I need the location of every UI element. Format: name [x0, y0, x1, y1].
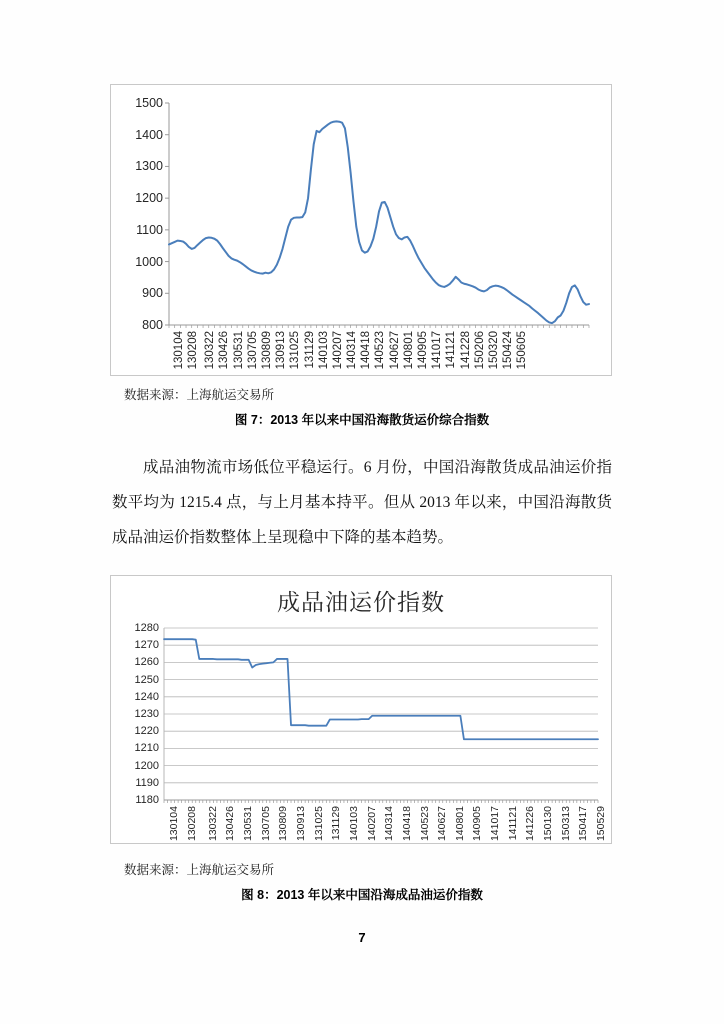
x-tick-label: 130913 [275, 331, 288, 370]
x-tick-label: 140103 [347, 806, 360, 842]
y-tick-label: 1280 [134, 622, 159, 634]
x-tick-label: 141121 [506, 806, 519, 841]
x-tick-label: 131025 [312, 806, 325, 842]
x-tick-label: 130809 [260, 331, 273, 370]
x-tick-label: 140523 [374, 331, 387, 370]
figure8-x-axis-labels [164, 804, 607, 846]
x-tick-label: 130104 [173, 331, 185, 370]
x-tick-label: 140418 [360, 331, 373, 370]
x-tick-label: 150313 [559, 806, 572, 842]
y-tick-label: 1300 [135, 159, 163, 174]
y-tick-label: 1270 [134, 639, 159, 652]
x-tick-label: 130426 [224, 806, 237, 842]
x-tick-label: 141121 [445, 331, 458, 369]
figure8-y-axis-labels [115, 622, 159, 806]
x-tick-label: 140905 [471, 806, 484, 842]
y-tick-label: 1200 [134, 759, 159, 772]
y-tick-label: 1000 [135, 254, 163, 269]
y-tick-label: 1400 [135, 127, 163, 142]
figure8-chart-title: 成品油运价指数 [277, 589, 445, 615]
y-tick-label: 1230 [134, 708, 159, 720]
y-tick-label: 900 [142, 286, 163, 301]
x-tick-label: 150424 [502, 331, 515, 370]
x-tick-label: 141228 [459, 331, 472, 370]
x-tick-label: 140801 [402, 331, 415, 370]
x-tick-label: 140801 [453, 806, 466, 842]
x-tick-label: 140627 [388, 331, 401, 370]
x-tick-label: 141017 [489, 806, 502, 842]
x-tick-label: 141226 [524, 806, 537, 842]
x-tick-label: 130809 [277, 806, 290, 842]
x-tick-label: 150320 [488, 331, 500, 370]
figure8-caption: 图 8：2013 年以来中国沿海成品油运价指数 [241, 888, 483, 902]
figure7-plot-area [169, 103, 589, 325]
body-paragraph: 成品油物流市场低位平稳运行。6 月份，中国沿海散货成品油运价指数平均为 1215.4 点，与上月基本持平。但从 2013 年以来，中国沿海散货成品油运价指数整体上呈现稳中下降的基本趋势。 [112, 459, 612, 546]
figure8-source-note: 数据来源：上海航运交易所 [124, 863, 275, 877]
x-tick-label: 141017 [431, 331, 444, 370]
figure8-chart-container [110, 575, 612, 844]
x-tick-label: 130104 [168, 806, 180, 842]
figure7-source-note: 数据来源：上海航运交易所 [124, 388, 275, 402]
y-tick-label: 1260 [134, 656, 159, 669]
x-tick-label: 140418 [400, 806, 413, 842]
x-tick-label: 150605 [516, 331, 529, 370]
x-tick-label: 150529 [594, 806, 607, 842]
figure7-y-axis-labels [119, 96, 163, 332]
x-tick-label: 140103 [317, 331, 330, 370]
x-tick-label: 130913 [295, 806, 308, 842]
x-tick-label: 131129 [303, 331, 316, 369]
x-tick-label: 150417 [577, 806, 590, 842]
y-tick-label: 1100 [136, 222, 163, 237]
figure7-x-axis-labels [169, 329, 589, 375]
x-tick-label: 130705 [246, 331, 259, 370]
x-tick-label: 130531 [242, 806, 255, 842]
y-tick-label: 1190 [135, 776, 159, 789]
x-tick-label: 131025 [289, 331, 302, 370]
figure8-plot-area [164, 628, 598, 800]
figure7-chart-container [110, 84, 612, 376]
x-tick-label: 140627 [436, 806, 449, 842]
x-tick-label: 140523 [418, 806, 431, 842]
x-tick-label: 150130 [542, 806, 555, 842]
x-tick-label: 140207 [331, 331, 344, 370]
x-tick-label: 140207 [365, 806, 378, 842]
x-tick-label: 130208 [187, 331, 200, 370]
y-tick-label: 1200 [135, 191, 163, 206]
x-tick-label: 140905 [417, 331, 430, 370]
y-tick-label: 1220 [134, 725, 159, 738]
y-tick-label: 1250 [134, 673, 159, 686]
x-tick-label: 130531 [232, 331, 245, 370]
page-number: 7 [358, 930, 366, 945]
x-tick-label: 130208 [185, 806, 198, 842]
x-tick-label: 140314 [383, 806, 396, 842]
x-tick-label: 130322 [206, 806, 219, 842]
x-tick-label: 131129 [330, 806, 343, 841]
y-tick-label: 1500 [135, 96, 163, 110]
y-tick-label: 1210 [134, 742, 159, 755]
x-tick-label: 130705 [259, 806, 272, 842]
x-tick-label: 130322 [204, 331, 217, 370]
y-tick-label: 1180 [135, 794, 159, 806]
y-tick-label: 800 [142, 318, 163, 332]
y-tick-label: 1240 [134, 690, 159, 703]
x-tick-label: 150206 [473, 331, 486, 370]
x-tick-label: 130426 [218, 331, 231, 370]
x-tick-label: 140314 [346, 331, 359, 370]
figure7-caption: 图 7：2013 年以来中国沿海散货运价综合指数 [234, 413, 490, 427]
